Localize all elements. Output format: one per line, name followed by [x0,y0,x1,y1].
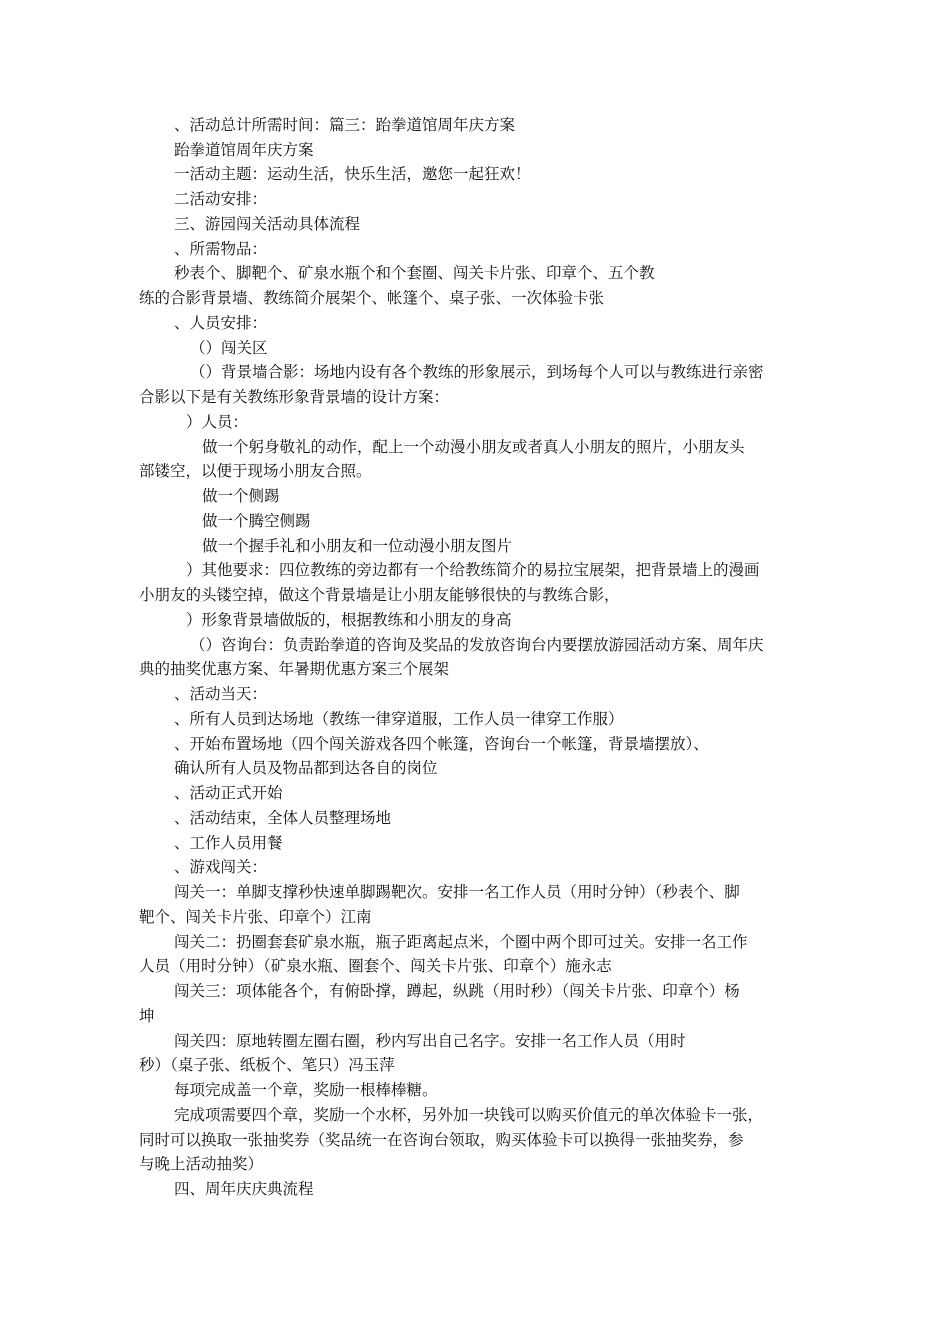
text-line: 闯关三：项体能各个，有俯卧撑，蹲起，纵跳（用时秒）（闯关卡片张、印章个）杨 [174,982,740,1000]
text-line: ）形象背景墙做版的，根据教练和小朋友的身高 [186,611,512,629]
text-line: 人员（用时分钟）（矿泉水瓶、圈套个、闯关卡片张、印章个）施永志 [139,957,612,975]
text-line: 三、游园闯关活动具体流程 [174,215,361,233]
text-line: 做一个躬身敬礼的动作，配上一个动漫小朋友或者真人小朋友的照片，小朋友头 [202,438,745,456]
text-line: （）闯关区 [190,339,268,357]
text-line: 、活动当天： [174,685,268,703]
text-line: 秒）（桌子张、纸板个、笔只）冯玉萍 [139,1056,395,1074]
text-line: （）背景墙合影：场地内设有各个教练的形象展示，到场每个人可以与教练进行亲密 [190,363,764,381]
text-line: 跆拳道馆周年庆方案 [174,141,314,159]
text-line: 、游戏闯关： [174,858,268,876]
text-line: 每项完成盖一个章，奖励一根棒棒糖。 [174,1081,438,1099]
text-line: 、活动结束，全体人员整理场地 [174,809,392,827]
text-line: 与晚上活动抽奖） [139,1155,264,1173]
text-line: 做一个侧踢 [202,487,280,505]
text-line: 二活动安排： [174,190,268,208]
text-line: 同时可以换取一张抽奖券（奖品统一在咨询台领取，购买体验卡可以换得一张抽奖券，参 [139,1131,744,1149]
text-line: 、活动总计所需时间：篇三：跆拳道馆周年庆方案 [174,116,516,134]
text-line: 、所需物品： [174,240,268,258]
text-line: 坤 [139,1007,155,1025]
text-line: 小朋友的头镂空掉，做这个背景墙是让小朋友能够很快的与教练合影， [139,586,620,604]
text-line: ）其他要求：四位教练的旁边都有一个给教练简介的易拉宝展架，把背景墙上的漫画 [186,561,760,579]
text-line: 闯关四：原地转圈左圈右圈，秒内写出自己名字。安排一名工作人员（用时 [174,1032,686,1050]
text-line: 四、周年庆庆典流程 [174,1180,314,1198]
text-line: 闯关一：单脚支撑秒快速单脚踢靶次。安排一名工作人员（用时分钟）（秒表个、脚 [174,883,740,901]
text-line: （）咨询台：负责跆拳道的咨询及奖品的发放咨询台内要摆放游园活动方案、周年庆 [190,636,764,654]
text-line: 完成项需要四个章，奖励一个水杯，另外加一块钱可以购买价值元的单次体验卡一张， [174,1106,764,1124]
text-line: 、开始布置场地（四个闯关游戏各四个帐篷，咨询台一个帐篷，背景墙摆放）、 [174,735,709,753]
text-line: 确认所有人员及物品都到达各自的岗位 [174,759,438,777]
text-line: 做一个握手礼和小朋友和一位动漫小朋友图片 [202,537,513,555]
text-line: ）人员： [186,413,249,431]
text-line: 、人员安排： [174,314,268,332]
text-line: 靶个、闯关卡片张、印章个）江南 [139,908,372,926]
text-line: 闯关二：扔圈套套矿泉水瓶，瓶子距离起点米，个圈中两个即可过关。安排一名工作 [174,933,748,951]
text-line: 秒表个、脚靶个、矿泉水瓶个和个套圈、闯关卡片张、印章个、五个教 [174,264,655,282]
text-line: 练的合影背景墙、教练简介展架个、帐篷个、桌子张、一次体验卡张 [139,289,605,307]
text-line: 、工作人员用餐 [174,834,283,852]
text-line: 一活动主题：运动生活，快乐生活，邀您一起狂欢！ [174,165,531,183]
text-line: 、所有人员到达场地（教练一律穿道服，工作人员一律穿工作服） [174,710,624,728]
text-line: 做一个腾空侧踢 [202,512,311,530]
text-line: 典的抽奖优惠方案、年暑期优惠方案三个展架 [139,660,450,678]
text-line: 部镂空，以便于现场小朋友合照。 [139,462,372,480]
text-line: 、活动正式开始 [174,784,283,802]
text-line: 合影以下是有关教练形象背景墙的设计方案： [139,388,450,406]
